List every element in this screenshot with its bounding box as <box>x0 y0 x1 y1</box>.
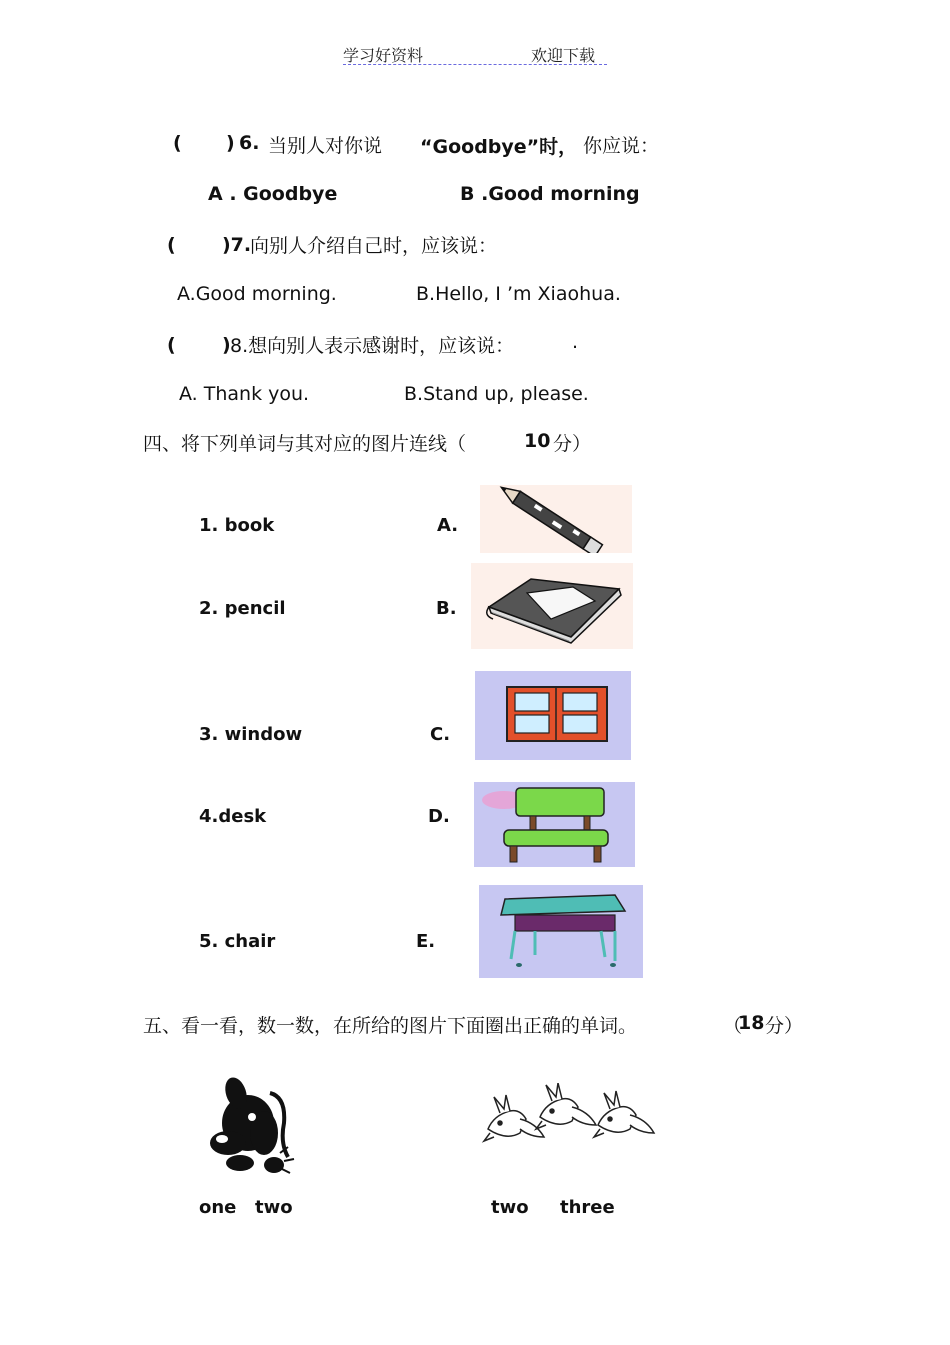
bench-icon <box>474 782 635 867</box>
q7-paren-open: ( <box>167 234 176 256</box>
q6-paren-close: ) <box>226 132 235 154</box>
q8-option-b: B.Stand up, please. <box>404 383 589 405</box>
window-icon <box>475 671 631 760</box>
item1-word-two[interactable]: two <box>255 1197 293 1218</box>
q6-paren-open: ( <box>173 132 182 154</box>
letter-a: A. <box>437 515 459 536</box>
item2-word-two[interactable]: two <box>491 1197 529 1218</box>
section4-title: 四、将下列单词与其对应的图片连线（ <box>143 433 467 455</box>
q7-paren-close: )7. <box>222 234 252 256</box>
q6-option-a: A . Goodbye <box>208 183 338 205</box>
letter-e: E. <box>416 931 436 952</box>
header-left: 学习好资料 <box>343 46 424 65</box>
word-chair: 5. chair <box>199 931 276 952</box>
q6-option-b: B .Good morning <box>460 183 640 205</box>
q8-dot: . <box>572 331 579 353</box>
q7-text: 向别人介绍自己时，应该说： <box>250 235 498 257</box>
word-desk: 4.desk <box>199 806 267 827</box>
section4-score: 10 <box>524 430 551 452</box>
q7-option-b: B.Hello, I ’m Xiaohua. <box>416 283 621 305</box>
word-window: 3. window <box>199 724 303 745</box>
letter-b: B. <box>436 598 457 619</box>
q7-option-a: A.Good morning. <box>177 283 337 305</box>
letter-c: C. <box>430 724 451 745</box>
book-icon <box>471 563 633 649</box>
q8-option-a: A. Thank you. <box>179 383 310 405</box>
dog-icon <box>200 1073 298 1179</box>
pencil-icon <box>480 485 632 553</box>
section5-title: 五、看一看，数一数，在所给的图片下面圈出正确的单词。 <box>143 1015 638 1037</box>
q6-quote: “Goodbye”时， <box>420 136 578 158</box>
item2-word-three[interactable]: three <box>560 1197 615 1218</box>
q8-paren-open: ( <box>167 334 176 356</box>
header-divider <box>343 64 607 65</box>
q8-paren-close: ) <box>222 334 231 356</box>
bird-icon <box>478 1083 656 1155</box>
q8-text: 8.想向别人表示感谢时，应该说： <box>230 335 515 357</box>
word-pencil: 2. pencil <box>199 598 286 619</box>
section4-unit: 分） <box>553 433 592 455</box>
word-book: 1. book <box>199 515 275 536</box>
section5-unit: 分） <box>765 1015 804 1037</box>
header-right: 欢迎下载 <box>531 46 596 65</box>
section5-score-open: （ <box>723 1015 743 1037</box>
q6-text: 当别人对你说 <box>268 135 383 157</box>
section5-score: 18 <box>738 1012 765 1034</box>
letter-d: D. <box>428 806 450 827</box>
q6-tail: 你应说： <box>583 135 660 157</box>
item1-word-one[interactable]: one <box>199 1197 237 1218</box>
desk-icon <box>479 885 643 978</box>
q6-number: 6. <box>239 132 260 154</box>
